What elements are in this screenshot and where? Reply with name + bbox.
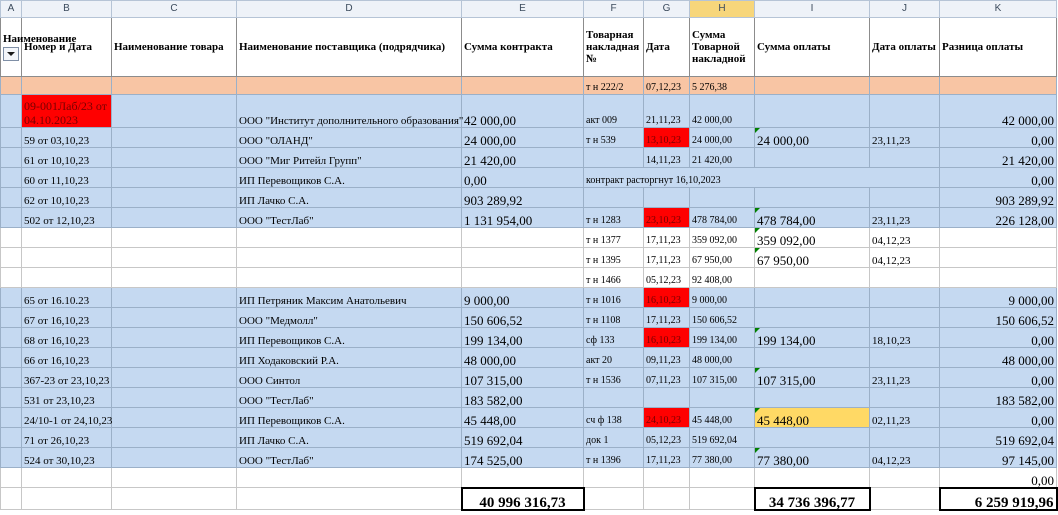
cell-h[interactable]: 42 000,00	[690, 95, 755, 128]
cell-a[interactable]	[1, 328, 22, 348]
cell-k[interactable]: 21 420,00	[940, 148, 1057, 168]
cell-k[interactable]: 48 000,00	[940, 348, 1057, 368]
cell-d[interactable]: ООО "Медмолл"	[237, 308, 462, 328]
total-cell-h[interactable]	[690, 488, 755, 510]
column-header-g[interactable]: G	[644, 1, 690, 18]
cell-c[interactable]	[112, 188, 237, 208]
cell-f[interactable]	[584, 388, 644, 408]
cell-k[interactable]: 0,00	[940, 368, 1057, 388]
cell-i[interactable]: 199 134,00	[755, 328, 870, 348]
table-row	[1, 148, 1057, 168]
cell-k[interactable]: 42 000,00	[940, 95, 1057, 128]
cell-c[interactable]	[112, 408, 237, 428]
cell-i[interactable]	[755, 348, 870, 368]
header-invoice-sum[interactable]: Сумма Товарной накладной	[690, 18, 755, 77]
cell-j[interactable]: 04,12,23	[870, 228, 940, 248]
total-cell-k[interactable]: 6 259 919,96	[940, 488, 1057, 510]
cell-e[interactable]: 0,00	[462, 168, 584, 188]
cell-b[interactable]: 62 от 10,10,23	[22, 188, 112, 208]
cell-c[interactable]	[112, 95, 237, 128]
cell-e[interactable]: 24 000,00	[462, 128, 584, 148]
cell-i[interactable]: 107 315,00	[755, 368, 870, 388]
cell-e[interactable]: 1 131 954,00	[462, 208, 584, 228]
column-header-e[interactable]: E	[462, 1, 584, 18]
column-header-d[interactable]: D	[237, 1, 462, 18]
cell-i[interactable]: 359 092,00	[755, 228, 870, 248]
cell-d[interactable]: ИП Лачко С.А.	[237, 428, 462, 448]
cell-b[interactable]: 09-001Лаб/23 от 04.10.2023	[22, 95, 112, 128]
header-payment-difference[interactable]: Разница оплаты	[940, 18, 1057, 77]
cell-f[interactable]	[584, 148, 644, 168]
header-number-date[interactable]: Номер и Дата	[22, 18, 112, 77]
cell-e[interactable]	[462, 468, 584, 488]
cell-a[interactable]	[1, 388, 22, 408]
cell-k[interactable]: 903 289,92	[940, 188, 1057, 208]
total-cell-g[interactable]	[644, 488, 690, 510]
cell-b[interactable]: 60 от 11,10,23	[22, 168, 112, 188]
cell-g[interactable]: 16,10,23	[644, 328, 690, 348]
cell-b[interactable]: 61 от 10,10,23	[22, 148, 112, 168]
cell-f[interactable]: сч ф 138	[584, 408, 644, 428]
cell-f[interactable]: т н 1377	[584, 228, 644, 248]
cell-j[interactable]	[870, 95, 940, 128]
cell-e[interactable]: 107 315,00	[462, 368, 584, 388]
cell-a[interactable]	[1, 468, 22, 488]
column-header-row	[1, 1, 1057, 18]
cell-h[interactable]: 24 000,00	[690, 128, 755, 148]
cell-i[interactable]	[755, 468, 870, 488]
cell-f[interactable]: т н 1396	[584, 448, 644, 468]
cell-a[interactable]	[1, 308, 22, 328]
total-cell-d[interactable]	[237, 488, 462, 510]
cell-j[interactable]	[870, 288, 940, 308]
cell-k[interactable]: 0,00	[940, 468, 1057, 488]
cell-h[interactable]	[690, 468, 755, 488]
cell-d[interactable]: ИП Ходаковский Р.А.	[237, 348, 462, 368]
cell-k[interactable]: 150 606,52	[940, 308, 1057, 328]
cell-f[interactable]	[584, 468, 644, 488]
cell-h[interactable]	[690, 388, 755, 408]
cell-h[interactable]: 5 276,38	[690, 77, 755, 95]
cell-j[interactable]: 23,11,23	[870, 128, 940, 148]
cell-e[interactable]: 45 448,00	[462, 408, 584, 428]
cell-a[interactable]	[1, 77, 22, 95]
cell-j[interactable]	[870, 188, 940, 208]
cell-e[interactable]	[462, 248, 584, 268]
cell-d[interactable]: ИП Петряник Максим Анатольевич	[237, 288, 462, 308]
total-cell-i[interactable]: 34 736 396,77	[755, 488, 870, 510]
table-row	[1, 188, 1057, 208]
table-row	[1, 168, 1057, 188]
cell-e[interactable]	[462, 77, 584, 95]
column-header-c[interactable]: C	[112, 1, 237, 18]
cell-e[interactable]: 42 000,00	[462, 95, 584, 128]
cell-a[interactable]	[1, 188, 22, 208]
table-row	[1, 448, 1057, 468]
cell-e[interactable]: 48 000,00	[462, 348, 584, 368]
table-row	[1, 228, 1057, 248]
cell-h[interactable]: 519 692,04	[690, 428, 755, 448]
cell-h[interactable]: 48 000,00	[690, 348, 755, 368]
cell-f[interactable]: т н 1108	[584, 308, 644, 328]
cell-h[interactable]: 199 134,00	[690, 328, 755, 348]
cell-e[interactable]: 174 525,00	[462, 448, 584, 468]
cell-j[interactable]	[870, 268, 940, 288]
cell-c[interactable]	[112, 268, 237, 288]
cell-b[interactable]	[22, 248, 112, 268]
cell-f[interactable]: т н 1466	[584, 268, 644, 288]
cell-k[interactable]	[940, 228, 1057, 248]
column-header-f[interactable]: F	[584, 1, 644, 18]
cell-f[interactable]: сф 133	[584, 328, 644, 348]
cell-d[interactable]: ООО "Институт дополнительного образования"	[237, 95, 462, 128]
total-cell-c[interactable]	[112, 488, 237, 510]
cell-a[interactable]	[1, 268, 22, 288]
cell-d[interactable]	[237, 248, 462, 268]
cell-c[interactable]	[112, 428, 237, 448]
total-cell-f[interactable]	[584, 488, 644, 510]
cell-d[interactable]: ООО "ТестЛаб"	[237, 388, 462, 408]
cell-j[interactable]: 04,12,23	[870, 248, 940, 268]
cell-c[interactable]	[112, 288, 237, 308]
cell-k[interactable]	[940, 268, 1057, 288]
cell-j[interactable]	[870, 348, 940, 368]
cell-c[interactable]	[112, 388, 237, 408]
cell-d[interactable]	[237, 468, 462, 488]
header-invoice-number[interactable]: Товарная накладная №	[584, 18, 644, 77]
cell-c[interactable]	[112, 228, 237, 248]
cell-k[interactable]: 9 000,00	[940, 288, 1057, 308]
cell-g[interactable]: 17,11,23	[644, 248, 690, 268]
header-product-name[interactable]: Наименование товара	[112, 18, 237, 77]
cell-a[interactable]	[1, 348, 22, 368]
cell-h[interactable]: 77 380,00	[690, 448, 755, 468]
cell-j[interactable]: 23,11,23	[870, 208, 940, 228]
cell-j[interactable]	[870, 468, 940, 488]
table-row	[1, 348, 1057, 368]
cell-a[interactable]	[1, 228, 22, 248]
cell-e[interactable]: 9 000,00	[462, 288, 584, 308]
cell-g[interactable]: 13,10,23	[644, 128, 690, 148]
table-row	[1, 408, 1057, 428]
cell-a[interactable]	[1, 408, 22, 428]
cell-g[interactable]: 21,11,23	[644, 95, 690, 128]
cell-h[interactable]: 359 092,00	[690, 228, 755, 248]
cell-k[interactable]	[940, 77, 1057, 95]
cell-h[interactable]: 150 606,52	[690, 308, 755, 328]
cell-f[interactable]: контракт расторгнут 16,10,2023	[584, 168, 940, 188]
filter-dropdown-icon[interactable]	[3, 47, 19, 61]
cell-k[interactable]: 0,00	[940, 128, 1057, 148]
cell-k[interactable]	[940, 248, 1057, 268]
table-row	[1, 308, 1057, 328]
cell-j[interactable]: 23,11,23	[870, 368, 940, 388]
cell-a[interactable]	[1, 248, 22, 268]
header-date[interactable]: Дата	[644, 18, 690, 77]
total-cell-b[interactable]	[22, 488, 112, 510]
cell-k[interactable]: 0,00	[940, 408, 1057, 428]
cell-a[interactable]	[1, 148, 22, 168]
cell-i[interactable]	[755, 188, 870, 208]
cell-d[interactable]: ООО "ТестЛаб"	[237, 448, 462, 468]
cell-c[interactable]	[112, 328, 237, 348]
cell-k[interactable]: 0,00	[940, 328, 1057, 348]
cell-c[interactable]	[112, 168, 237, 188]
column-header-b[interactable]: B	[22, 1, 112, 18]
cell-h[interactable]: 9 000,00	[690, 288, 755, 308]
cell-c[interactable]	[112, 148, 237, 168]
cell-b[interactable]	[22, 468, 112, 488]
cell-b[interactable]	[22, 228, 112, 248]
cell-k[interactable]: 519 692,04	[940, 428, 1057, 448]
table-row	[1, 128, 1057, 148]
total-cell-a[interactable]	[1, 488, 22, 510]
cell-b[interactable]: 24/10-1 от 24,10,23	[22, 408, 112, 428]
table-row	[1, 95, 1057, 128]
cell-j[interactable]	[870, 388, 940, 408]
cell-g[interactable]: 07,12,23	[644, 77, 690, 95]
cell-g[interactable]: 16,10,23	[644, 288, 690, 308]
cell-d[interactable]: ИП Перевощиков С.А.	[237, 168, 462, 188]
cell-h[interactable]: 67 950,00	[690, 248, 755, 268]
cell-d[interactable]	[237, 228, 462, 248]
cell-a[interactable]	[1, 448, 22, 468]
cell-c[interactable]	[112, 77, 237, 95]
cell-a[interactable]	[1, 368, 22, 388]
cell-j[interactable]: 02,11,23	[870, 408, 940, 428]
cell-b[interactable]: 65 от 16.10.23	[22, 288, 112, 308]
cell-h[interactable]	[690, 188, 755, 208]
cell-i[interactable]: 67 950,00	[755, 248, 870, 268]
cell-d[interactable]: ИП Перевощиков С.А.	[237, 408, 462, 428]
cell-g[interactable]: 05,12,23	[644, 268, 690, 288]
cell-b[interactable]: 71 от 26,10,23	[22, 428, 112, 448]
cell-i[interactable]	[755, 268, 870, 288]
cell-i[interactable]	[755, 148, 870, 168]
header-contract-sum[interactable]: Сумма контракта	[462, 18, 584, 77]
cell-d[interactable]: ООО "Миг Ритейл Групп"	[237, 148, 462, 168]
cell-h[interactable]: 107 315,00	[690, 368, 755, 388]
cell-g[interactable]	[644, 188, 690, 208]
cell-f[interactable]: т н 1283	[584, 208, 644, 228]
cell-e[interactable]: 519 692,04	[462, 428, 584, 448]
cell-e[interactable]	[462, 268, 584, 288]
cell-d[interactable]: ООО "ТестЛаб"	[237, 208, 462, 228]
cell-b[interactable]: 66 от 16,10,23	[22, 348, 112, 368]
cell-h[interactable]: 478 784,00	[690, 208, 755, 228]
cell-g[interactable]: 05,12,23	[644, 428, 690, 448]
cell-j[interactable]: 04,12,23	[870, 448, 940, 468]
totals-row	[1, 488, 1057, 510]
cell-b[interactable]	[22, 268, 112, 288]
cell-g[interactable]: 24,10,23	[644, 408, 690, 428]
header-payment-sum[interactable]: Сумма оплаты	[755, 18, 870, 77]
cell-c[interactable]	[112, 208, 237, 228]
cell-f[interactable]: т н 1016	[584, 288, 644, 308]
table-header-row	[1, 18, 1057, 77]
cell-f[interactable]: т н 539	[584, 128, 644, 148]
cell-i[interactable]: 24 000,00	[755, 128, 870, 148]
cell-h[interactable]: 92 408,00	[690, 268, 755, 288]
table-row	[1, 388, 1057, 408]
cell-i[interactable]	[755, 308, 870, 328]
cell-i[interactable]	[755, 428, 870, 448]
cell-i[interactable]	[755, 388, 870, 408]
cell-a[interactable]	[1, 428, 22, 448]
table-row	[1, 468, 1057, 488]
header-payment-date[interactable]: Дата оплаты	[870, 18, 940, 77]
cell-f[interactable]	[584, 188, 644, 208]
cell-f[interactable]: акт 20	[584, 348, 644, 368]
cell-b[interactable]: 67 от 16,10,23	[22, 308, 112, 328]
cell-b[interactable]: 68 от 16,10,23	[22, 328, 112, 348]
cell-k[interactable]: 183 582,00	[940, 388, 1057, 408]
cell-i[interactable]	[755, 288, 870, 308]
table-row	[1, 328, 1057, 348]
cell-g[interactable]: 14,11,23	[644, 148, 690, 168]
cell-c[interactable]	[112, 308, 237, 328]
cell-d[interactable]	[237, 77, 462, 95]
cell-e[interactable]: 183 582,00	[462, 388, 584, 408]
column-header-a[interactable]: A	[1, 1, 22, 18]
table-row	[1, 368, 1057, 388]
cell-k[interactable]: 97 145,00	[940, 448, 1057, 468]
cell-c[interactable]	[112, 248, 237, 268]
cell-e[interactable]: 199 134,00	[462, 328, 584, 348]
cell-f[interactable]: т н 1536	[584, 368, 644, 388]
cell-e[interactable]: 150 606,52	[462, 308, 584, 328]
cell-g[interactable]: 17,11,23	[644, 308, 690, 328]
column-header-k[interactable]: K	[940, 1, 1057, 18]
cell-k[interactable]: 0,00	[940, 168, 1057, 188]
table-row	[1, 288, 1057, 308]
cell-d[interactable]: ИП Лачко С.А.	[237, 188, 462, 208]
cell-e[interactable]: 21 420,00	[462, 148, 584, 168]
cell-a[interactable]	[1, 168, 22, 188]
cell-i[interactable]: 77 380,00	[755, 448, 870, 468]
cell-j[interactable]	[870, 308, 940, 328]
cell-g[interactable]: 17,11,23	[644, 448, 690, 468]
cell-d[interactable]: ИП Перевощиков С.А.	[237, 328, 462, 348]
cell-g[interactable]: 09,11,23	[644, 348, 690, 368]
cell-g[interactable]: 23,10,23	[644, 208, 690, 228]
cell-a[interactable]	[1, 288, 22, 308]
header-supplier-name[interactable]: Наименование поставщика (подрядчика)	[237, 18, 462, 77]
table-row	[1, 428, 1057, 448]
total-cell-e[interactable]: 40 996 316,73	[462, 488, 584, 510]
cell-j[interactable]	[870, 428, 940, 448]
cell-i[interactable]: 45 448,00	[755, 408, 870, 428]
cell-b[interactable]: 531 от 23,10,23	[22, 388, 112, 408]
cell-k[interactable]: 226 128,00	[940, 208, 1057, 228]
table-row	[1, 268, 1057, 288]
cell-b[interactable]: 502 от 12,10,23	[22, 208, 112, 228]
column-header-h[interactable]: H	[690, 1, 755, 18]
cell-d[interactable]	[237, 268, 462, 288]
cell-b[interactable]: 524 от 30,10,23	[22, 448, 112, 468]
cell-c[interactable]	[112, 348, 237, 368]
cell-g[interactable]: 07,11,23	[644, 368, 690, 388]
cell-g[interactable]	[644, 468, 690, 488]
table-row	[1, 208, 1057, 228]
table-row	[1, 77, 1057, 95]
cell-f[interactable]: т н 1395	[584, 248, 644, 268]
cell-a[interactable]	[1, 208, 22, 228]
cell-i[interactable]: 478 784,00	[755, 208, 870, 228]
cell-f[interactable]: т н 222/2	[584, 77, 644, 95]
cell-a[interactable]	[1, 128, 22, 148]
cell-d[interactable]: ООО Синтол	[237, 368, 462, 388]
column-header-i[interactable]: I	[755, 1, 870, 18]
cell-b[interactable]: 59 от 03,10,23	[22, 128, 112, 148]
cell-f[interactable]: акт 009	[584, 95, 644, 128]
cell-h[interactable]: 21 420,00	[690, 148, 755, 168]
cell-g[interactable]	[644, 388, 690, 408]
cell-g[interactable]: 17,11,23	[644, 228, 690, 248]
cell-c[interactable]	[112, 368, 237, 388]
cell-h[interactable]: 45 448,00	[690, 408, 755, 428]
cell-i[interactable]	[755, 95, 870, 128]
cell-b[interactable]: 367-23 от 23,10,23	[22, 368, 112, 388]
cell-j[interactable]	[870, 77, 940, 95]
cell-j[interactable]	[870, 148, 940, 168]
cell-e[interactable]	[462, 228, 584, 248]
total-cell-j[interactable]	[870, 488, 940, 510]
column-header-j[interactable]: J	[870, 1, 940, 18]
cell-i[interactable]	[755, 77, 870, 95]
cell-c[interactable]	[112, 468, 237, 488]
cell-a[interactable]	[1, 95, 22, 128]
cell-f[interactable]: док 1	[584, 428, 644, 448]
cell-d[interactable]: ООО "ОЛАНД"	[237, 128, 462, 148]
cell-c[interactable]	[112, 128, 237, 148]
cell-e[interactable]: 903 289,92	[462, 188, 584, 208]
header-name-label: Наименование	[3, 33, 77, 45]
cell-c[interactable]	[112, 448, 237, 468]
cell-b[interactable]	[22, 77, 112, 95]
table-row	[1, 248, 1057, 268]
cell-j[interactable]: 18,10,23	[870, 328, 940, 348]
